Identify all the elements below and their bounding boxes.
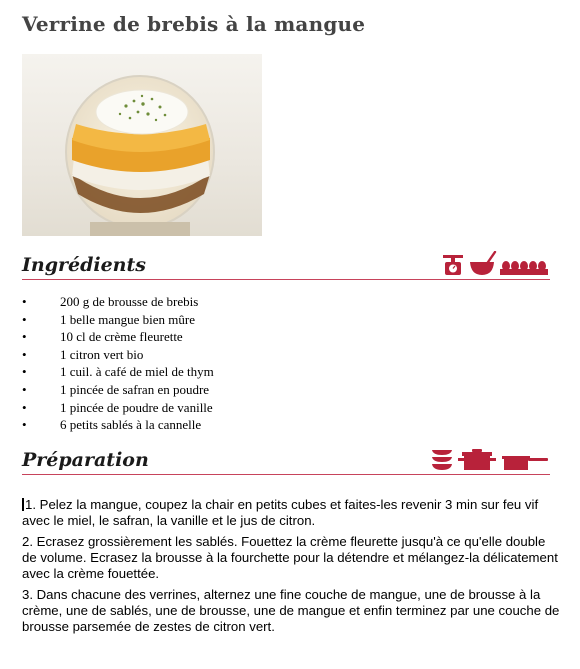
- recipe-title: Verrine de brebis à la mangue: [22, 12, 366, 36]
- step-3: 3. Dans chacune des verrines, alternez une fine couche de mangue, une de brousse à la crème, une de sablés, une de brousse, une de mangue et enfin terminez par une couche de brousse parsemée de zestes de citron vert.: [22, 587, 560, 634]
- text-cursor: [22, 498, 24, 511]
- ingredients-heading: Ingrédients: [22, 254, 146, 276]
- dessert-verrine-photo: [22, 54, 262, 236]
- mixing-bowl-icon: [470, 252, 495, 275]
- list-item: • 1 cuil. à café de miel de thym: [22, 364, 214, 380]
- preparation-steps: [22, 497, 562, 640]
- stacked-bowls-icon: [432, 450, 452, 470]
- step-1: 1. Pelez la mangue, coupez la chair en petits cubes et faites-les revenir 3 min sur feu vif avec le miel, le safran, la vanille et le jus de citron.: [22, 497, 539, 528]
- scale-icon: [443, 255, 463, 275]
- ingredients-icons: [440, 251, 550, 277]
- list-item: • 1 pincée de safran en poudre: [22, 381, 210, 397]
- list-item: • 200 g de brousse de brebis: [22, 294, 199, 309]
- saucepan-icon: [502, 456, 548, 470]
- list-item: • 1 pincée de poudre de vanille: [22, 399, 213, 415]
- ingredients-list: [22, 293, 214, 434]
- recipe-photo: [22, 54, 262, 236]
- list-item: • 10 cl de crème fleurette: [22, 329, 183, 345]
- ingredients-divider: [22, 279, 550, 280]
- step-2: 2. Ecrasez grossièrement les sablés. Fouettez la crème fleurette jusqu'à ce qu'elle double de volume. Ecrasez la brousse à la fourchette pour la détendre et mélangez-la délicatement avec la crème fouettée.: [22, 534, 558, 581]
- ingredients-header: [22, 250, 550, 280]
- egg-carton-icon: [500, 261, 548, 275]
- preparation-heading: Préparation: [22, 449, 149, 471]
- pot-icon: [458, 449, 496, 470]
- preparation-icons: [430, 446, 550, 472]
- preparation-header: [22, 445, 550, 475]
- preparation-divider: [22, 474, 550, 475]
- list-item: • 1 belle mangue bien mûre: [22, 311, 196, 327]
- list-item: • 6 petits sablés à la cannelle: [22, 417, 202, 433]
- list-item: • 1 citron vert bio: [22, 346, 144, 362]
